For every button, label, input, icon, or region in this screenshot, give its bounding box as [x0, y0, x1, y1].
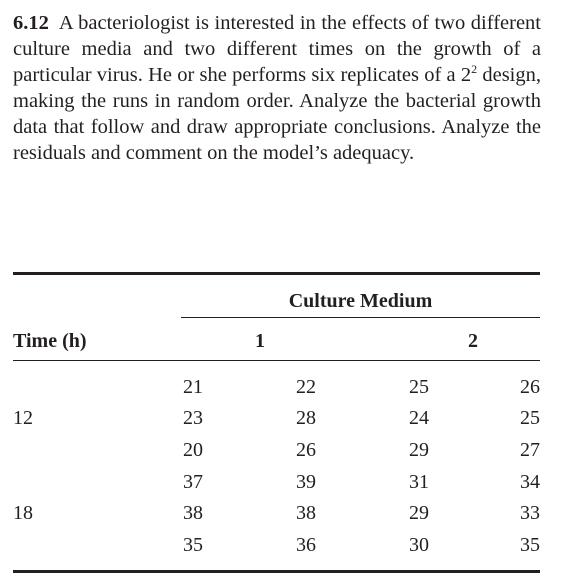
problem-text-part-1: A bacteriologist is interested in the effects of two different culture media and two different times on the growth of a particular virus. He or she performs six replicates of a 2 — [13, 12, 541, 86]
table-cell: 23 — [183, 407, 203, 429]
table-cell: 25 — [520, 407, 540, 429]
table-cell: 24 — [409, 407, 429, 429]
table-cell: 27 — [520, 439, 540, 461]
table-cell: 39 — [296, 471, 316, 493]
table-cell: 29 — [409, 439, 429, 461]
table-cell: 36 — [296, 534, 316, 556]
time-header: Time (h) — [13, 330, 87, 352]
table-cell: 31 — [409, 471, 429, 493]
table-cell: 25 — [409, 376, 429, 398]
medium-2-header: 2 — [468, 330, 478, 352]
table-cell: 29 — [409, 502, 429, 524]
table-cell: 21 — [183, 376, 203, 398]
problem-number: 6.12 — [13, 12, 49, 34]
table-top-rule — [13, 272, 540, 275]
table-cell: 28 — [296, 407, 316, 429]
problem-statement — [13, 10, 541, 166]
table-cell: 35 — [520, 534, 540, 556]
problem-text-part-2: design, making the runs in random order. Analyze the bacterial growth data that follow and draw appropriate conclusions. Analyze the residuals and comment on the model’s adequacy. — [13, 64, 541, 164]
culture-medium-rule — [181, 317, 540, 318]
table-cell: 26 — [296, 439, 316, 461]
table-cell: 22 — [296, 376, 316, 398]
table-cell: 37 — [183, 471, 203, 493]
time-label-12: 12 — [13, 407, 33, 429]
table-header-rule — [13, 360, 540, 361]
medium-1-header: 1 — [255, 330, 265, 352]
table-cell: 38 — [183, 502, 203, 524]
table-cell: 33 — [520, 502, 540, 524]
table-cell: 35 — [183, 534, 203, 556]
culture-medium-header: Culture Medium — [288, 290, 433, 312]
table-cell: 26 — [520, 376, 540, 398]
problem-superscript: 2 — [471, 62, 478, 76]
table-cell: 34 — [520, 471, 540, 493]
table-cell: 20 — [183, 439, 203, 461]
table-cell: 30 — [409, 534, 429, 556]
time-label-18: 18 — [13, 502, 33, 524]
table-cell: 38 — [296, 502, 316, 524]
table-bottom-rule — [13, 570, 540, 573]
